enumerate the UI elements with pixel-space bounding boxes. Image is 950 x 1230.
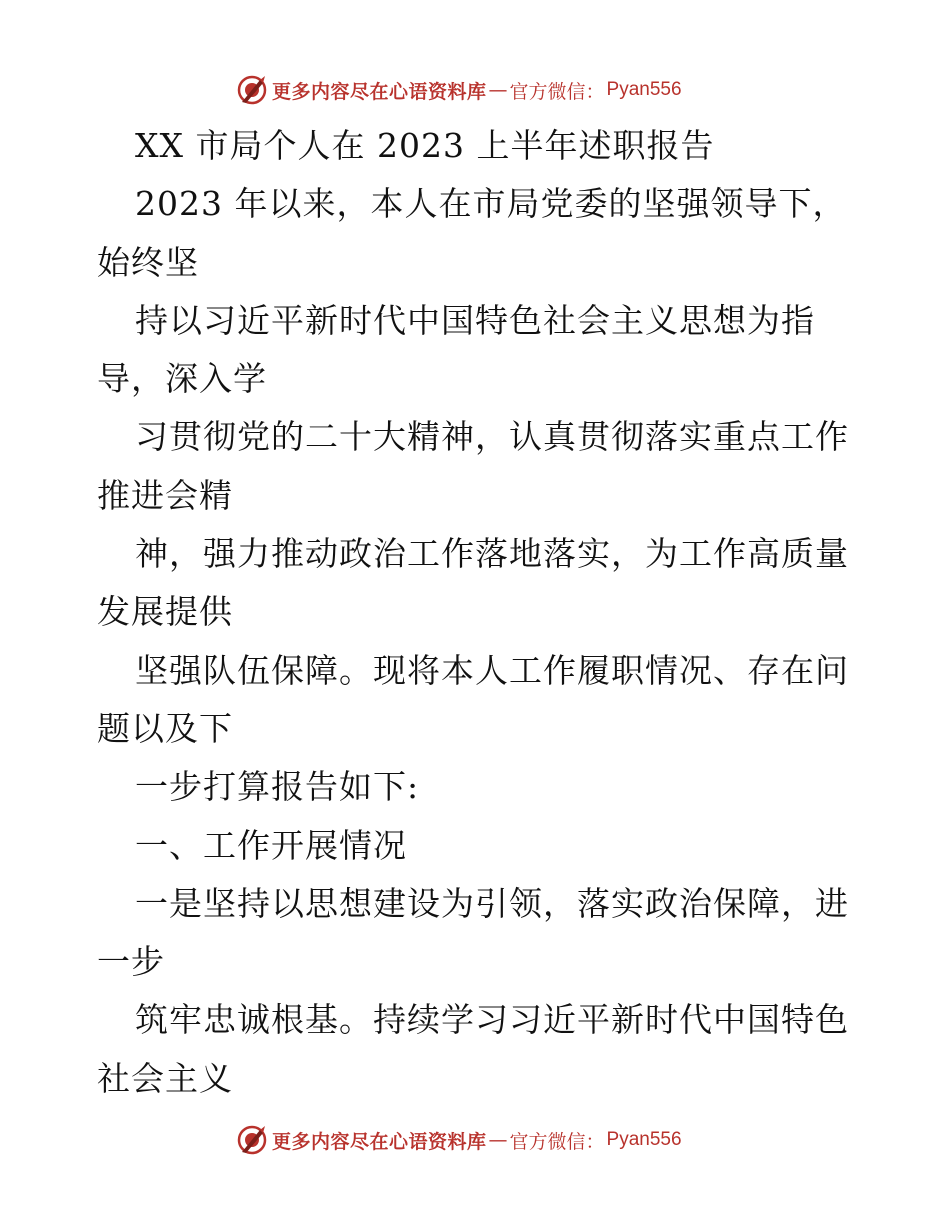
body-text-line: 题以及下 bbox=[97, 708, 233, 748]
body-text-line: 筑牢忠诚根基。持续学习习近平新时代中国特色 bbox=[135, 1000, 849, 1040]
body-text-line: 一、工作开展情况 bbox=[135, 825, 407, 865]
watermark-separator: — bbox=[488, 1129, 508, 1151]
body-text-line: 神，强力推动政治工作落地落实，为工作高质量 bbox=[135, 534, 849, 574]
watermark-promo-text: 更多内容尽在心语资料库 bbox=[272, 80, 487, 103]
body-text-line: 始终坚 bbox=[97, 242, 199, 282]
body-text-line: 坚强队伍保障。现将本人工作履职情况、存在问 bbox=[135, 650, 849, 690]
watermark-separator: — bbox=[488, 79, 508, 101]
watermark-banner-bottom bbox=[236, 1122, 682, 1158]
body-text-line: 一步打算报告如下: bbox=[135, 767, 420, 807]
body-text-line: 一是坚持以思想建设为引领，落实政治保障，进 bbox=[135, 883, 849, 923]
body-text-line: 2023 年以来，本人在市局党委的坚强领导下， bbox=[135, 184, 847, 224]
body-text-line: 推进会精 bbox=[97, 475, 233, 515]
watermark-wechat-label: 官方微信： bbox=[509, 80, 605, 103]
watermark-promo-text: 更多内容尽在心语资料库 bbox=[272, 1130, 487, 1153]
body-text-line: 社会主义 bbox=[97, 1058, 233, 1098]
watermark-wechat-account: Pyan556 bbox=[606, 79, 682, 100]
document-body bbox=[97, 117, 857, 1108]
document-title: XX 市局个人在 2023 上半年述职报告 bbox=[135, 126, 715, 165]
watermark-wechat-account: Pyan556 bbox=[606, 1129, 682, 1150]
body-text-line: 发展提供 bbox=[97, 592, 233, 632]
body-text-line: 持以习近平新时代中国特色社会主义思想为指 bbox=[135, 300, 815, 340]
body-text-line: 导，深入学 bbox=[97, 359, 267, 399]
body-text-line: 一步 bbox=[97, 942, 165, 982]
watermark-wechat-label: 官方微信： bbox=[509, 1130, 605, 1153]
quill-pen-seal-icon bbox=[236, 1124, 268, 1156]
body-text-line: 习贯彻党的二十大精神，认真贯彻落实重点工作 bbox=[135, 417, 849, 457]
watermark-banner-top bbox=[236, 72, 682, 108]
quill-pen-seal-icon bbox=[236, 74, 268, 106]
